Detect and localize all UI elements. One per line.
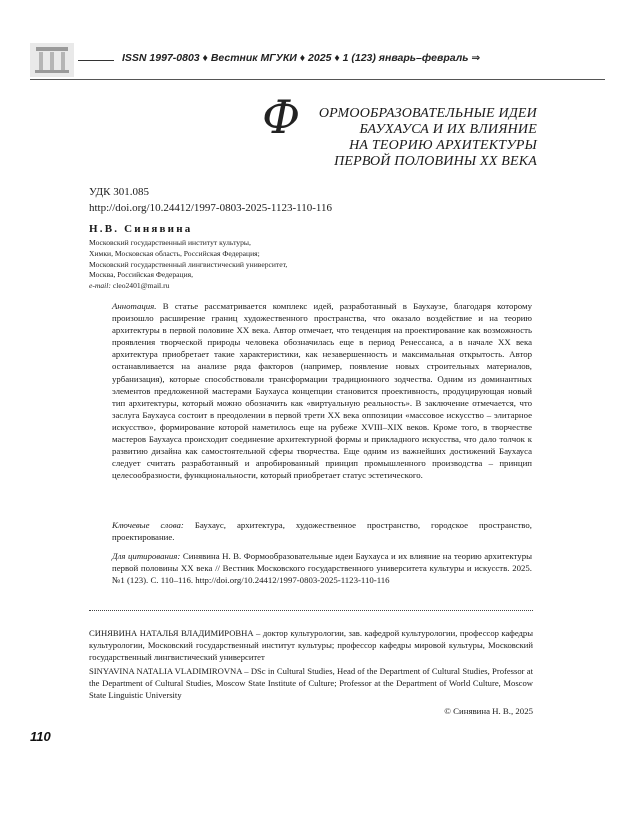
header-rule [30,79,605,80]
doi-link[interactable]: http://doi.org/10.24412/1997-0803-2025-1123-110-116 [89,201,333,214]
keywords [112,519,532,543]
email-label: e-mail: [89,281,111,291]
author-name: Н.В. Синявина [89,223,193,235]
title-drop-cap: Ф [262,90,301,144]
abstract-label: Аннотация. [112,301,157,311]
affiliation-line: Москва, Российская Федерация, [89,270,194,280]
citation [112,550,532,586]
running-header [30,43,600,79]
abstract-text: В статье рассматривается комплекс идей, разработанный в Баухаузе, благодаря которому произошло расширение границ художественного пространства, что оказало воздействие и на теорию архитектуры в первой половине XX века. Автор отмечает, что тенденция на проектирование как возможность проявления творческой природы человека обозначилась еще в период Ренессанса, а в начале XX века архитектура приобретает такие характеристики, как незавершенность и максимальная открытость. Автор останавливается на анализе ряда факторов (например, появление новых строительных материалов, урбанизация), которые способствовали трансформации традиционного зодчества. Одним из доминантных элементов предложенной мастерами Баухауса концепции становится проективность, продуцирующая новый тип архитектуры, который можно обозначить как «виртуальную реальность». В заключение отмечается, что заслуга Баухауса состоит в преодолении в первой трети XX века оппозиции «массовое искусство – элитарное искусство», формирование которой наметилось еще на рубеже XVIII–XIX веков. Кроме того, в творчестве мастеров Баухауса происходит соединение архитектурной формы и прикладного искусства, что дало толчок к развитию дизайна как самостоятельной сферы творчества. Еще одним из важнейших достижений Баухауса следует считать разработанный и апробированный принцип промышленного производства – принцип целесообразности, функциональности, который приобретает статус эстетического. [112,301,532,481]
abstract [112,300,532,481]
author-bio-en: SINYAVINA NATALIA VLADIMIROVNA – DSc in Cultural Studies, Head of the Department of Cultural Studies, Professor at the Department of Cultural Studies, Moscow State Institute of Culture; Professor at the Department of World Culture, Moscow State Linguistic University [89,666,533,701]
author-email[interactable]: cleo2401@mail.ru [112,281,170,291]
page-number: 110 [30,729,51,744]
title-line: БАУХАУСА И ИХ ВЛИЯНИЕ [359,122,537,137]
author-affiliation [89,238,287,292]
article-meta [89,185,332,216]
copyright-notice: © Синявина Н. В., 2025 [444,706,533,716]
affiliation-line: Московский государственный лингвистический университет, [89,259,288,269]
article-title [262,92,537,182]
keywords-label: Ключевые слова: [112,520,184,530]
affiliation-line: Московский государственный институт культуры, [89,238,251,247]
title-line: НА ТЕОРИЮ АРХИТЕКТУРЫ [349,138,537,153]
author-bio-ru: СИНЯВИНА НАТАЛЬЯ ВЛАДИМИРОВНА – доктор культурологии, зав. кафедрой культурологии, профессор кафедры культурологии, Московский государственный институт культуры; профессор кафедры мировой культуры, Московский государственный лингвистический университет [89,628,533,663]
title-line: ПЕРВОЙ ПОЛОВИНЫ XX ВЕКА [334,154,537,169]
header-divider [78,60,114,61]
journal-logo-icon [30,43,74,77]
citation-text: Синявина Н. В. Формообразовательные идеи Баухауса и их влияние на теорию архитектуры первой половины XX века // Вестник Московского государственного университета культуры и искусств. 2025. №1 (123). С. 110–116. http://doi.org/10.24412/1997-0803-2025-1123-110-116 [112,551,532,586]
email-line [89,281,287,292]
title-line: ОРМООБРАЗОВАТЕЛЬНЫЕ ИДЕИ [318,106,537,121]
udk-code: УДК 301.085 [89,186,150,198]
citation-label: Для цитирования: [112,551,181,561]
section-divider [89,610,533,611]
affiliation-line: Химки, Московская область, Российская Федерация; [89,248,260,258]
keywords-text: Баухаус, архитектура, художественное пространство, городское пространство, проектирование. [112,520,532,543]
journal-issue-info: ISSN 1997-0803 ♦ Вестник МГУКИ ♦ 2025 ♦ 1 (123) январь–февраль ⇒ [122,52,481,64]
